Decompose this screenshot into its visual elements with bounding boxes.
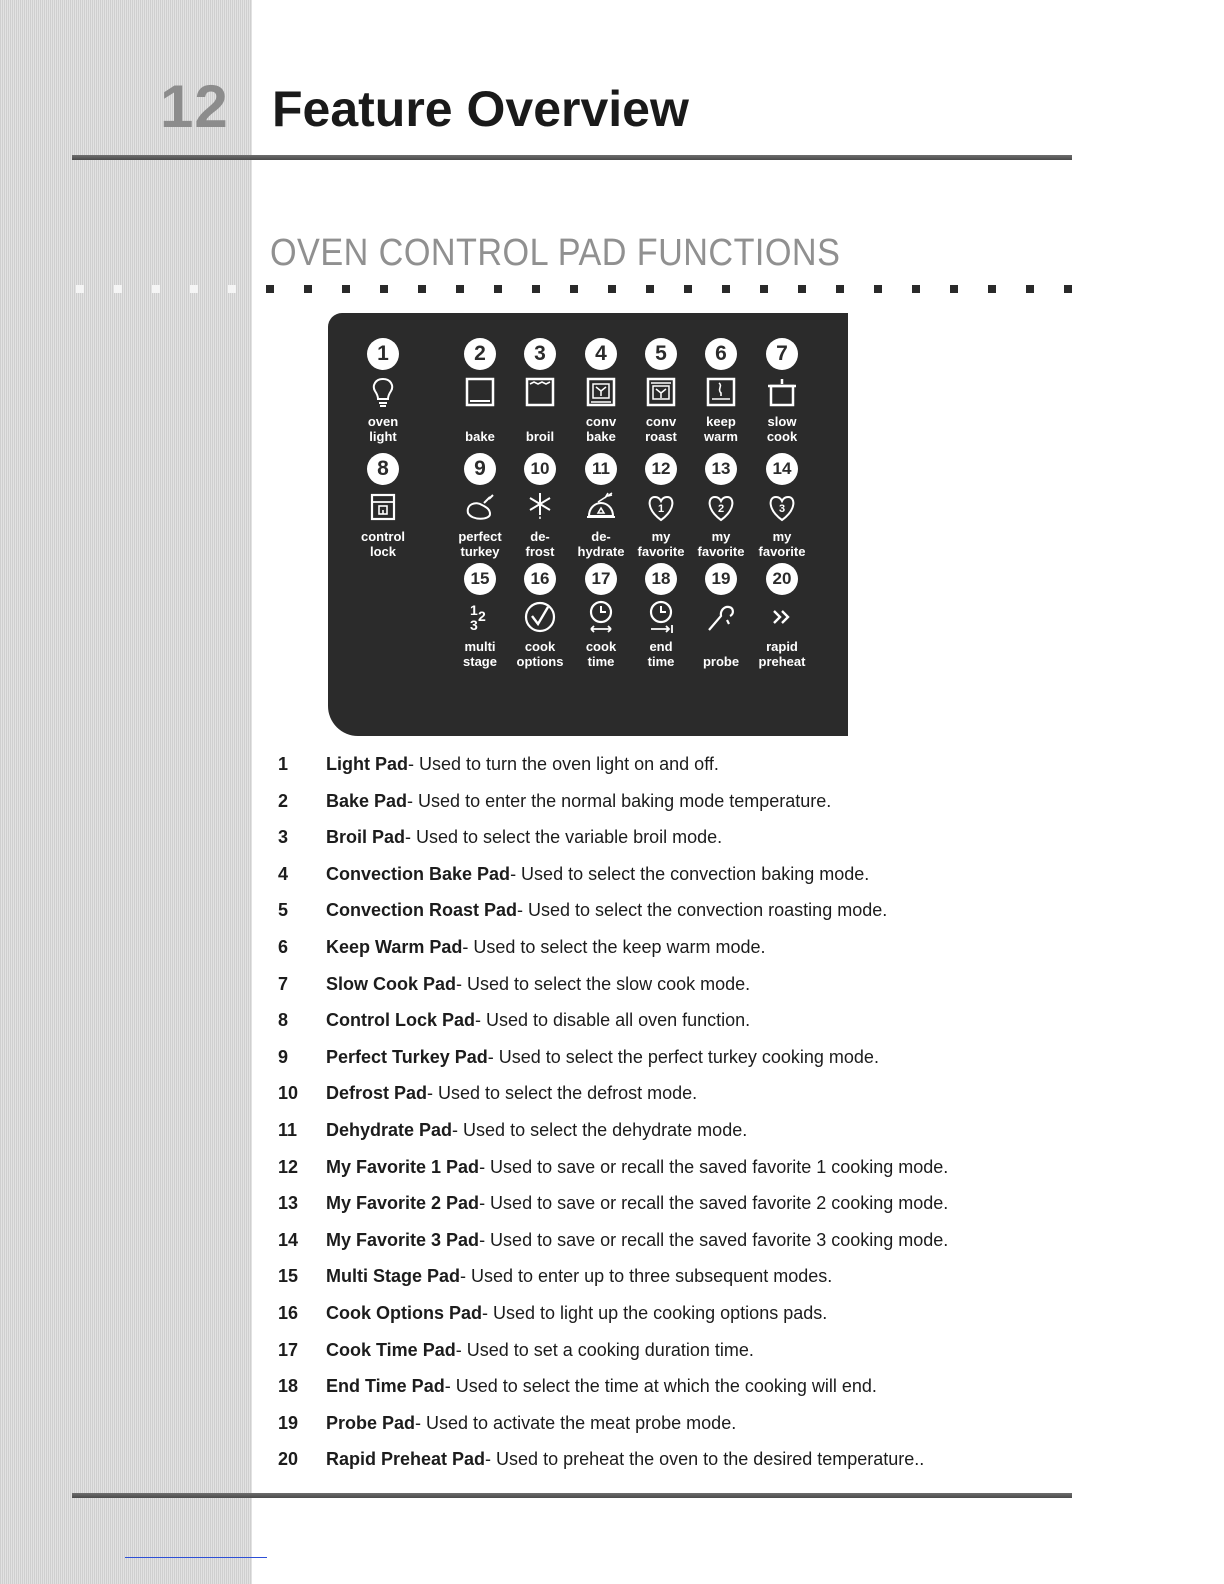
item-number: 18 xyxy=(278,1376,299,1397)
pad-label: slow cook xyxy=(766,414,798,444)
pad-number-badge: 14 xyxy=(766,453,798,485)
pad-name: Multi Stage Pad xyxy=(326,1266,461,1287)
pad-label: cook options xyxy=(516,639,564,669)
cook-options-icon xyxy=(505,599,575,639)
pad-number-badge: 20 xyxy=(766,563,798,595)
pad-description: - Used to select the perfect turkey cooking mode. xyxy=(487,1046,879,1067)
svg-text:2: 2 xyxy=(478,608,486,624)
list-item xyxy=(270,1447,1050,1484)
pad-number-badge: 4 xyxy=(585,338,617,370)
svg-text:2: 2 xyxy=(717,503,725,515)
list-item xyxy=(270,1228,1050,1265)
pad-label: control lock xyxy=(360,529,406,559)
pad-label: probe xyxy=(702,654,740,669)
item-number: 5 xyxy=(278,900,289,921)
item-number: 12 xyxy=(278,1156,299,1177)
item-number: 6 xyxy=(278,936,289,957)
list-item xyxy=(270,898,1050,935)
pad-label: de- frost xyxy=(525,529,555,559)
pad-number-badge: 18 xyxy=(645,563,677,595)
rapid-preheat-icon xyxy=(747,599,817,639)
item-number: 11 xyxy=(278,1119,298,1140)
footer-link-line xyxy=(125,1557,267,1558)
pad-description: - Used to set a cooking duration time. xyxy=(455,1339,754,1360)
pad-13 xyxy=(686,453,756,559)
header-rule xyxy=(72,155,1072,160)
divider-dot xyxy=(836,285,844,293)
pad-description: - Used to select the time at which the cooking will end. xyxy=(444,1376,877,1397)
pad-6 xyxy=(686,338,756,444)
pad-description: - Used to turn the oven light on and off. xyxy=(408,754,719,774)
divider-dot xyxy=(228,285,236,293)
pad-label: my favorite xyxy=(758,529,806,559)
list-item xyxy=(270,1411,1050,1448)
pad-name: My Favorite 2 Pad xyxy=(326,1193,480,1214)
divider-dot xyxy=(760,285,768,293)
pad-description: - Used to select the convection baking mode. xyxy=(510,863,870,884)
item-number: 8 xyxy=(278,1010,289,1031)
divider-dot xyxy=(1026,285,1034,293)
pad-label: my favorite xyxy=(637,529,685,559)
divider-dot xyxy=(190,285,198,293)
list-item xyxy=(270,1338,1050,1375)
keep-warm-icon xyxy=(686,374,756,414)
pad-description: - Used to select the defrost mode. xyxy=(427,1083,698,1104)
list-item xyxy=(270,1264,1050,1301)
light-bulb-icon xyxy=(348,374,418,414)
pad-number-badge: 15 xyxy=(464,563,496,595)
pad-number-badge: 11 xyxy=(585,453,617,485)
pad-number-badge: 12 xyxy=(645,453,677,485)
broil-icon xyxy=(505,374,575,414)
pad-number-badge: 13 xyxy=(705,453,737,485)
list-item xyxy=(270,935,1050,972)
footer-rule xyxy=(72,1493,1072,1498)
pad-7 xyxy=(747,338,817,444)
item-number: 17 xyxy=(278,1339,299,1360)
pad-name: My Favorite 3 Pad xyxy=(326,1229,480,1250)
svg-text:1: 1 xyxy=(657,503,665,515)
divider-dot xyxy=(494,285,502,293)
divider-dot xyxy=(532,285,540,293)
list-item xyxy=(270,1008,1050,1045)
pad-number-badge: 5 xyxy=(645,338,677,370)
slow-cook-icon xyxy=(747,374,817,414)
divider-dot xyxy=(380,285,388,293)
pad-number-badge: 6 xyxy=(705,338,737,370)
pad-label: rapid preheat xyxy=(758,639,806,669)
pad-number-badge: 3 xyxy=(524,338,556,370)
pad-description: - Used to select the slow cook mode. xyxy=(456,973,751,994)
divider-dot xyxy=(684,285,692,293)
pad-description: - Used to preheat the oven to the desired temperature.. xyxy=(485,1449,925,1470)
divider-dot xyxy=(266,285,274,293)
divider-dot xyxy=(304,285,312,293)
favorite-2-icon xyxy=(686,489,756,529)
pad-description: - Used to light up the cooking options pads. xyxy=(482,1302,828,1323)
pad-14 xyxy=(747,453,817,559)
pad-description: - Used to save or recall the saved favorite 2 cooking mode. xyxy=(479,1193,949,1214)
pad-label: cook time xyxy=(585,639,617,669)
pad-name: Rapid Preheat Pad xyxy=(326,1449,486,1470)
divider-dot xyxy=(152,285,160,293)
list-item xyxy=(270,1155,1050,1192)
divider-dot xyxy=(912,285,920,293)
divider-dot xyxy=(342,285,350,293)
divider-dot xyxy=(988,285,996,293)
pad-number-badge: 7 xyxy=(766,338,798,370)
pad-label: end time xyxy=(647,639,675,669)
pad-description: - Used to activate the meat probe mode. xyxy=(415,1412,737,1433)
svg-text:1: 1 xyxy=(470,602,478,618)
divider-dot xyxy=(950,285,958,293)
pad-number-badge: 1 xyxy=(367,338,399,370)
list-item xyxy=(270,1374,1050,1411)
pad-number-badge: 19 xyxy=(705,563,737,595)
item-number: 7 xyxy=(278,973,289,994)
pad-label: conv bake xyxy=(585,414,617,444)
pad-description: - Used to enter up to three subsequent modes. xyxy=(460,1266,833,1287)
item-number: 2 xyxy=(278,790,289,811)
side-band xyxy=(0,0,252,1584)
pad-number-badge: 17 xyxy=(585,563,617,595)
defrost-icon xyxy=(505,489,575,529)
pad-20 xyxy=(747,563,817,669)
pad-name: Slow Cook Pad xyxy=(326,973,457,994)
pad-label: multi stage xyxy=(463,639,497,669)
pad-name: Probe Pad xyxy=(326,1412,416,1433)
dot-divider xyxy=(72,285,1072,295)
pad-label: de- hydrate xyxy=(577,529,625,559)
item-number: 15 xyxy=(278,1266,299,1287)
item-number: 9 xyxy=(278,1046,289,1067)
pad-name: Convection Roast Pad xyxy=(326,900,518,921)
pad-name: Keep Warm Pad xyxy=(326,936,463,957)
pad-label: conv roast xyxy=(645,414,677,444)
list-item xyxy=(270,972,1050,1009)
list-item xyxy=(270,1301,1050,1338)
page-title: Feature Overview xyxy=(272,81,689,137)
divider-dot xyxy=(608,285,616,293)
pad-name: Perfect Turkey Pad xyxy=(326,1046,488,1067)
pad-19 xyxy=(686,563,756,669)
item-number: 10 xyxy=(278,1083,299,1104)
pad-name: Broil Pad xyxy=(326,827,406,848)
control-lock-icon xyxy=(348,489,418,529)
pad-description: - Used to save or recall the saved favorite 3 cooking mode. xyxy=(479,1229,949,1250)
pad-name: Defrost Pad xyxy=(326,1083,428,1104)
pad-3 xyxy=(505,338,575,444)
pad-description: - Used to select the dehydrate mode. xyxy=(452,1119,748,1140)
pad-name: My Favorite 1 Pad xyxy=(326,1156,480,1177)
pad-number-badge: 16 xyxy=(524,563,556,595)
pad-name: Cook Time Pad xyxy=(326,1339,456,1360)
divider-dot xyxy=(570,285,578,293)
pad-description: - Used to enter the normal baking mode temperature. xyxy=(407,790,832,811)
divider-dot xyxy=(418,285,426,293)
pad-label: broil xyxy=(525,429,555,444)
divider-dot xyxy=(646,285,654,293)
divider-dot xyxy=(874,285,882,293)
pad-label: bake xyxy=(465,429,495,444)
item-number: 16 xyxy=(278,1302,299,1323)
pad-name: Bake Pad xyxy=(326,790,408,811)
page-number: 12 xyxy=(160,73,229,140)
pad-10 xyxy=(505,453,575,559)
pad-8 xyxy=(348,453,418,559)
list-item xyxy=(270,752,1050,789)
item-number: 14 xyxy=(278,1229,299,1250)
divider-dot xyxy=(456,285,464,293)
list-item xyxy=(270,1081,1050,1118)
divider-dot xyxy=(114,285,122,293)
item-number: 3 xyxy=(278,827,289,848)
svg-text:3: 3 xyxy=(778,503,786,515)
item-number: 19 xyxy=(278,1412,299,1433)
pad-description: - Used to select the variable broil mode. xyxy=(405,827,723,848)
pad-name: Control Lock Pad xyxy=(326,1010,476,1031)
pad-function-list xyxy=(270,752,1050,1484)
pad-number-badge: 2 xyxy=(464,338,496,370)
pad-description: - Used to save or recall the saved favorite 1 cooking mode. xyxy=(479,1156,949,1177)
section-title: OVEN CONTROL PAD FUNCTIONS xyxy=(270,232,841,274)
pad-name: Dehydrate Pad xyxy=(326,1119,453,1140)
item-number: 20 xyxy=(278,1449,299,1470)
item-number: 4 xyxy=(278,863,289,884)
pad-name: Cook Options Pad xyxy=(326,1302,483,1323)
item-number: 1 xyxy=(278,754,289,774)
pad-name: Convection Bake Pad xyxy=(326,863,511,884)
item-number: 13 xyxy=(278,1193,299,1214)
pad-number-badge: 9 xyxy=(464,453,496,485)
pad-description: - Used to select the convection roasting mode. xyxy=(517,900,888,921)
svg-text:3: 3 xyxy=(470,617,478,633)
pad-label: keep warm xyxy=(704,414,738,444)
pad-number-badge: 10 xyxy=(524,453,556,485)
probe-icon xyxy=(686,599,756,639)
divider-dot xyxy=(76,285,84,293)
pad-label: oven light xyxy=(367,414,399,444)
pad-description: - Used to select the keep warm mode. xyxy=(462,936,766,957)
pad-name: End Time Pad xyxy=(326,1376,445,1397)
list-item xyxy=(270,1118,1050,1155)
pad-name: Light Pad xyxy=(326,754,408,774)
list-item xyxy=(270,1191,1050,1228)
pad-label: my favorite xyxy=(697,529,745,559)
pad-1 xyxy=(348,338,418,444)
divider-dot xyxy=(722,285,730,293)
favorite-3-icon xyxy=(747,489,817,529)
divider-dot xyxy=(1064,285,1072,293)
pad-number-badge: 8 xyxy=(367,453,399,485)
pad-16 xyxy=(505,563,575,669)
divider-dot xyxy=(798,285,806,293)
list-item xyxy=(270,862,1050,899)
list-item xyxy=(270,825,1050,862)
list-item xyxy=(270,789,1050,826)
pad-description: - Used to disable all oven function. xyxy=(475,1010,751,1031)
list-item xyxy=(270,1045,1050,1082)
control-panel-image xyxy=(328,313,848,736)
pad-label: perfect turkey xyxy=(458,529,502,559)
